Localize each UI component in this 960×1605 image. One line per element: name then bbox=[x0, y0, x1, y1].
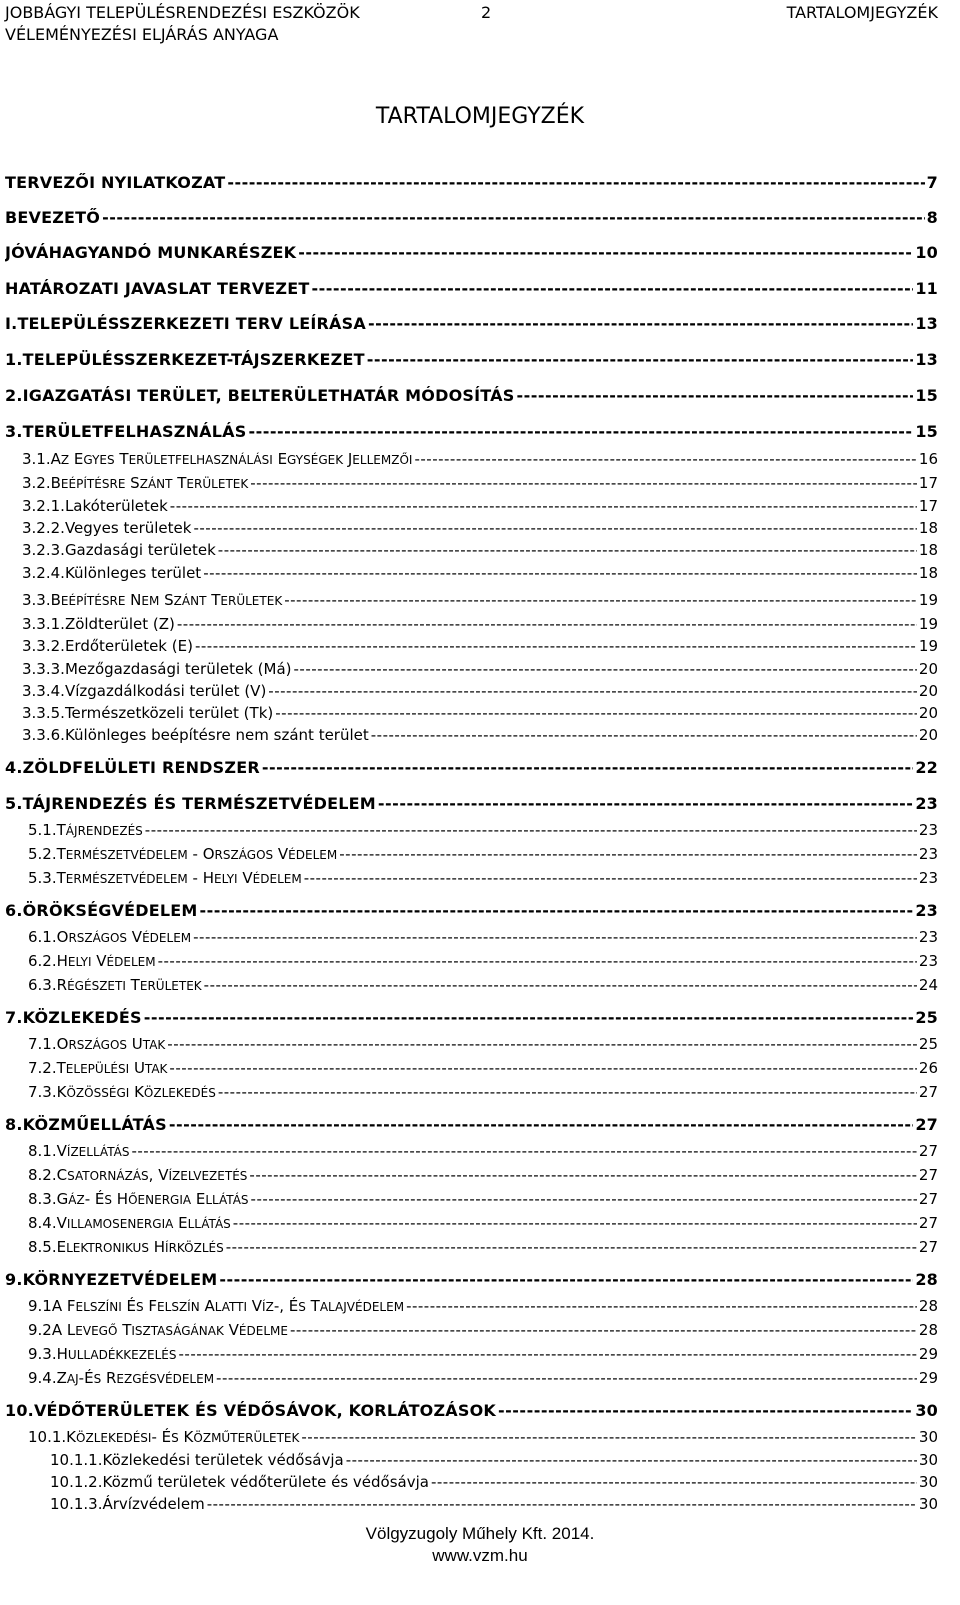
toc-entry[interactable] bbox=[22, 450, 938, 468]
toc-dash-leader bbox=[368, 314, 913, 333]
toc-entry-page: 8 bbox=[926, 208, 938, 227]
toc-dash-leader bbox=[207, 1495, 917, 1513]
toc-entry-page: 17 bbox=[918, 474, 938, 492]
toc-entry-label: BEVEZETŐ bbox=[5, 208, 101, 227]
toc-entry-number: 10.1.1. bbox=[50, 1451, 103, 1469]
toc-entry-number: 8.3. bbox=[28, 1190, 57, 1208]
toc-dash-leader bbox=[346, 1451, 917, 1469]
toc-entry[interactable] bbox=[28, 1238, 938, 1256]
toc-entry-page: 17 bbox=[918, 497, 938, 515]
toc-entry-number: 3.3.3. bbox=[22, 660, 65, 678]
toc-dash-leader bbox=[145, 821, 917, 839]
toc-entry[interactable] bbox=[5, 758, 938, 777]
page-header bbox=[5, 2, 938, 46]
toc-entry-page: 13 bbox=[915, 350, 938, 369]
toc-dash-leader bbox=[144, 1008, 914, 1027]
toc-dash-leader bbox=[311, 279, 913, 298]
toc-entry-page: 26 bbox=[918, 1059, 938, 1077]
toc-entry-number: 7. bbox=[5, 1008, 23, 1027]
toc-entry[interactable] bbox=[22, 660, 938, 678]
toc-dash-leader bbox=[268, 682, 917, 700]
toc-entry[interactable] bbox=[5, 208, 938, 227]
toc-entry-label: RÉGÉSZETI TERÜLETEK bbox=[56, 976, 202, 994]
toc-entry-label: TELEPÜLÉSSZERKEZET-TÁJSZERKEZET bbox=[22, 350, 365, 369]
toc-entry[interactable] bbox=[28, 869, 938, 887]
toc-entry[interactable] bbox=[5, 901, 938, 920]
toc-dash-leader bbox=[218, 1083, 917, 1101]
toc-entry-page: 15 bbox=[915, 386, 938, 405]
toc-entry-page: 20 bbox=[918, 704, 938, 722]
toc-dash-leader bbox=[177, 615, 917, 633]
toc-entry-label: TERÜLETFELHASZNÁLÁS bbox=[22, 422, 247, 441]
toc-entry-number: 1. bbox=[5, 350, 23, 369]
toc-entry-page: 30 bbox=[918, 1473, 938, 1491]
toc-dash-leader bbox=[414, 450, 916, 468]
toc-entry-page: 16 bbox=[918, 450, 938, 468]
toc-entry-number: 6.2. bbox=[28, 952, 57, 970]
toc-entry[interactable] bbox=[5, 350, 938, 369]
toc-entry-label: Lakóterületek bbox=[64, 497, 168, 515]
toc-entry-label: Közlekedési területek védősávja bbox=[102, 1451, 344, 1469]
toc-entry-label: KÖRNYEZETVÉDELEM bbox=[22, 1270, 218, 1289]
toc-entry-label: KÖZMŰELLÁTÁS bbox=[22, 1115, 167, 1134]
toc-dash-leader bbox=[406, 1297, 917, 1315]
footer-website: www.vzm.hu bbox=[432, 1546, 528, 1565]
toc-entry[interactable] bbox=[22, 637, 938, 655]
toc-dash-leader bbox=[170, 497, 917, 515]
toc-dash-leader bbox=[167, 1035, 917, 1053]
toc-entry-label: ORSZÁGOS VÉDELEM bbox=[56, 928, 192, 946]
toc-dash-leader bbox=[378, 794, 913, 813]
toc-dash-leader bbox=[339, 845, 917, 863]
toc-entry-page: 23 bbox=[918, 869, 938, 887]
toc-entry-page: 20 bbox=[918, 682, 938, 700]
toc-dash-leader bbox=[516, 386, 913, 405]
toc-entry-label: CSATORNÁZÁS, VÍZELVEZETÉS bbox=[56, 1166, 248, 1184]
toc-entry-page: 20 bbox=[918, 660, 938, 678]
toc-entry-label: Vízgazdálkodási terület (V) bbox=[64, 682, 267, 700]
toc-entry-label: KÖZLEKEDÉS bbox=[22, 1008, 142, 1027]
toc-entry-page: 18 bbox=[918, 564, 938, 582]
toc-entry-label: TÁJRENDEZÉS ÉS TERMÉSZETVÉDELEM bbox=[22, 794, 376, 813]
toc-entry-number: 3.3. bbox=[22, 591, 51, 609]
toc-entry-label: Különleges beépítésre nem szánt terület bbox=[64, 726, 369, 744]
toc-entry[interactable] bbox=[28, 845, 938, 863]
toc-entry-number: 5.1. bbox=[28, 821, 57, 839]
toc-entry[interactable] bbox=[5, 173, 938, 192]
toc-entry-label: ELEKTRONIKUS HÍRKÖZLÉS bbox=[56, 1238, 224, 1256]
toc-dash-leader bbox=[298, 243, 913, 262]
toc-entry-label: A FELSZÍNI ÉS FELSZÍN ALATTI VÍZ-, ÉS TALAJVÉDELEM bbox=[51, 1297, 405, 1315]
toc-entry[interactable] bbox=[22, 497, 938, 515]
toc-entry[interactable] bbox=[5, 1008, 938, 1027]
toc-dash-leader bbox=[371, 726, 917, 744]
toc-entry-number: 4. bbox=[5, 758, 23, 777]
toc-entry[interactable] bbox=[28, 1190, 938, 1208]
toc-entry-page: 23 bbox=[918, 952, 938, 970]
toc-entry-page: 23 bbox=[918, 845, 938, 863]
toc-entry-page: 18 bbox=[918, 541, 938, 559]
toc-entry-page: 7 bbox=[926, 173, 938, 192]
toc-dash-leader bbox=[226, 1238, 917, 1256]
toc-entry[interactable] bbox=[5, 243, 938, 262]
toc-entry-number: 7.2. bbox=[28, 1059, 57, 1077]
toc-entry-page: 18 bbox=[918, 519, 938, 537]
toc-entry[interactable] bbox=[5, 1401, 938, 1420]
toc-entry-page: 24 bbox=[918, 976, 938, 994]
toc-entry-label: TERVEZŐI NYILATKOZAT bbox=[5, 173, 226, 192]
toc-entry-page: 23 bbox=[915, 901, 938, 920]
toc-entry-number: 9. bbox=[5, 1270, 23, 1289]
toc-entry[interactable] bbox=[28, 952, 938, 970]
toc-entry-number: 8.4. bbox=[28, 1214, 57, 1232]
toc-entry-number: 6.3. bbox=[28, 976, 57, 994]
toc-entry[interactable] bbox=[22, 726, 938, 744]
toc-entry-number: 5.3. bbox=[28, 869, 57, 887]
header-subtitle: VÉLEMÉNYEZÉSI ELJÁRÁS ANYAGA bbox=[5, 25, 279, 44]
header-section-title: TARTALOMJEGYZÉK bbox=[786, 3, 938, 22]
toc-dash-leader bbox=[250, 474, 917, 492]
toc-entry-label: ORSZÁGOS UTAK bbox=[56, 1035, 166, 1053]
toc-entry-number: 3.2. bbox=[22, 474, 51, 492]
toc-entry-page: 28 bbox=[918, 1321, 938, 1339]
toc-entry-number: 6. bbox=[5, 901, 23, 920]
toc-entry-label: KÖZLEKEDÉSI- ÉS KÖZMŰTERÜLETEK bbox=[66, 1428, 300, 1446]
toc-entry-page: 30 bbox=[918, 1451, 938, 1469]
toc-entry-number: 3. bbox=[5, 422, 23, 441]
toc-entry-number: 3.3.6. bbox=[22, 726, 65, 744]
toc-entry-label: ZÖLDFELÜLETI RENDSZER bbox=[22, 758, 260, 777]
toc-entry-label: ÖRÖKSÉGVÉDELEM bbox=[22, 901, 198, 920]
toc-entry-page: 27 bbox=[918, 1238, 938, 1256]
toc-entry-number: 3.2.1. bbox=[22, 497, 65, 515]
toc-dash-leader bbox=[304, 869, 917, 887]
toc-entry[interactable] bbox=[22, 564, 938, 582]
page-title: TARTALOMJEGYZÉK bbox=[375, 104, 585, 129]
toc-entry-number: 8.1. bbox=[28, 1142, 57, 1160]
toc-entry[interactable] bbox=[22, 682, 938, 700]
toc-entry[interactable] bbox=[50, 1451, 938, 1469]
toc-entry[interactable] bbox=[28, 1035, 938, 1053]
toc-entry-label: TERMÉSZETVÉDELEM - ORSZÁGOS VÉDELEM bbox=[56, 845, 338, 863]
toc-entry[interactable] bbox=[28, 1428, 938, 1446]
toc-entry[interactable] bbox=[22, 704, 938, 722]
toc-dash-leader bbox=[102, 208, 925, 227]
toc-entry-label: Erdőterületek (E) bbox=[64, 637, 193, 655]
toc-dash-leader bbox=[158, 952, 917, 970]
toc-dash-leader bbox=[251, 1190, 917, 1208]
toc-entry-label: TELEPÜLÉSSZERKEZETI TERV LEÍRÁSA bbox=[17, 314, 366, 333]
toc-entry-page: 29 bbox=[918, 1345, 938, 1363]
toc-entry-label: Árvízvédelem bbox=[102, 1495, 205, 1513]
header-page-number: 2 bbox=[481, 3, 492, 22]
toc-dash-leader bbox=[227, 173, 924, 192]
toc-entry-label: VÉDŐTERÜLETEK ÉS VÉDŐSÁVOK, KORLÁTOZÁSOK bbox=[33, 1401, 496, 1420]
toc-entry-label: KÖZÖSSÉGI KÖZLEKEDÉS bbox=[56, 1083, 216, 1101]
toc-entry[interactable] bbox=[28, 1059, 938, 1077]
toc-dash-leader bbox=[262, 758, 913, 777]
toc-entry-label: AZ EGYES TERÜLETFELHASZNÁLÁSI EGYSÉGEK JELLEMZŐI bbox=[50, 450, 413, 468]
toc-entry-label: VILLAMOSENERGIA ELLÁTÁS bbox=[56, 1214, 231, 1232]
toc-entry-page: 25 bbox=[915, 1008, 938, 1027]
toc-entry-number: 10.1.3. bbox=[50, 1495, 103, 1513]
toc-dash-leader bbox=[204, 976, 917, 994]
toc-entry-page: 30 bbox=[918, 1428, 938, 1446]
toc-dash-leader bbox=[431, 1473, 917, 1491]
toc-entry-label: Különleges terület bbox=[64, 564, 202, 582]
toc-entry-page: 29 bbox=[918, 1369, 938, 1387]
toc-dash-leader bbox=[200, 901, 914, 920]
toc-entry[interactable] bbox=[22, 615, 938, 633]
toc-dash-leader bbox=[367, 350, 914, 369]
toc-entry-label: TERMÉSZETVÉDELEM - HELYI VÉDELEM bbox=[56, 869, 302, 887]
toc-entry-page: 10 bbox=[915, 243, 938, 262]
toc-entry-page: 19 bbox=[918, 637, 938, 655]
toc-entry-label: Mezőgazdasági területek (Má) bbox=[64, 660, 292, 678]
toc-entry-page: 28 bbox=[915, 1270, 938, 1289]
toc-entry-page: 27 bbox=[918, 1166, 938, 1184]
toc-entry-page: 27 bbox=[918, 1214, 938, 1232]
toc-dash-leader bbox=[294, 660, 917, 678]
toc-entry-label: Gazdasági területek bbox=[64, 541, 216, 559]
toc-dash-leader bbox=[248, 422, 913, 441]
header-document-title: JOBBÁGYI TELEPÜLÉSRENDEZÉSI ESZKÖZÖK bbox=[5, 3, 360, 22]
toc-entry-number: 9.3. bbox=[28, 1345, 57, 1363]
toc-entry[interactable] bbox=[28, 1083, 938, 1101]
toc-dash-leader bbox=[233, 1214, 917, 1232]
toc-entry-page: 19 bbox=[918, 591, 938, 609]
toc-entry-page: 19 bbox=[918, 615, 938, 633]
toc-entry-number: 10.1. bbox=[28, 1428, 67, 1446]
toc-entry-page: 27 bbox=[918, 1142, 938, 1160]
toc-entry-number: 3.2.2. bbox=[22, 519, 65, 537]
toc-entry-number: 3.3.5. bbox=[22, 704, 65, 722]
toc-dash-leader bbox=[290, 1321, 917, 1339]
toc-entry-number: 2. bbox=[5, 386, 23, 405]
toc-entry-number: I. bbox=[5, 314, 18, 333]
toc-entry-label: Zöldterület (Z) bbox=[64, 615, 175, 633]
toc-entry[interactable] bbox=[22, 591, 938, 609]
toc-entry-page: 27 bbox=[915, 1115, 938, 1134]
toc-entry[interactable] bbox=[5, 1270, 938, 1289]
toc-entry[interactable] bbox=[5, 794, 938, 813]
toc-entry-number: 3.3.1. bbox=[22, 615, 65, 633]
toc-entry-label: HULLADÉKKEZELÉS bbox=[56, 1345, 177, 1363]
toc-entry-label: HATÁROZATI JAVASLAT TERVEZET bbox=[5, 279, 310, 298]
toc-entry-number: 3.3.2. bbox=[22, 637, 65, 655]
toc-entry-page: 30 bbox=[918, 1495, 938, 1513]
toc-entry-number: 3.3.4. bbox=[22, 682, 65, 700]
toc-entry-number: 6.1. bbox=[28, 928, 57, 946]
toc-dash-leader bbox=[275, 704, 917, 722]
toc-entry-label: JÓVÁHAGYANDÓ MUNKARÉSZEK bbox=[5, 243, 297, 262]
toc-entry-page: 23 bbox=[918, 928, 938, 946]
toc-entry-page: 23 bbox=[918, 821, 938, 839]
toc-entry-number: 9.2 bbox=[28, 1321, 52, 1339]
toc-entry-number: 7.1. bbox=[28, 1035, 57, 1053]
toc-entry[interactable] bbox=[28, 1214, 938, 1232]
toc-dash-leader bbox=[131, 1142, 916, 1160]
toc-entry-label: IGAZGATÁSI TERÜLET, BELTERÜLETHATÁR MÓDOSÍTÁS bbox=[22, 386, 515, 405]
toc-entry[interactable] bbox=[28, 821, 938, 839]
toc-entry[interactable] bbox=[28, 1166, 938, 1184]
toc-entry-number: 3.2.3. bbox=[22, 541, 65, 559]
toc-entry-number: 5.2. bbox=[28, 845, 57, 863]
toc-entry-label: A LEVEGŐ TISZTASÁGÁNAK VÉDELME bbox=[51, 1321, 288, 1339]
toc-entry-number: 10. bbox=[5, 1401, 34, 1420]
toc-entry-label: TELEPÜLÉSI UTAK bbox=[56, 1059, 168, 1077]
toc-entry[interactable] bbox=[5, 386, 938, 405]
toc-entry-label: TÁJRENDEZÉS bbox=[56, 821, 143, 839]
toc-dash-leader bbox=[179, 1345, 917, 1363]
toc-entry[interactable] bbox=[5, 1115, 938, 1134]
toc-entry-number: 8.2. bbox=[28, 1166, 57, 1184]
toc-entry-page: 28 bbox=[918, 1297, 938, 1315]
toc-entry[interactable] bbox=[28, 1345, 938, 1363]
toc-dash-leader bbox=[203, 564, 917, 582]
toc-entry[interactable] bbox=[28, 928, 938, 946]
toc-entry-page: 11 bbox=[915, 279, 938, 298]
toc-dash-leader bbox=[218, 541, 917, 559]
toc-dash-leader bbox=[498, 1401, 913, 1420]
toc-entry-number: 7.3. bbox=[28, 1083, 57, 1101]
toc-entry-label: GÁZ- ÉS HŐENERGIA ELLÁTÁS bbox=[56, 1190, 249, 1208]
toc-entry-page: 27 bbox=[918, 1190, 938, 1208]
toc-entry-number: 8. bbox=[5, 1115, 23, 1134]
toc-entry-page: 13 bbox=[915, 314, 938, 333]
toc-entry-label: ZAJ-ÉS REZGÉSVÉDELEM bbox=[56, 1369, 215, 1387]
toc-entry-page: 30 bbox=[915, 1401, 938, 1420]
toc-entry-label: Vegyes területek bbox=[64, 519, 192, 537]
toc-entry-page: 27 bbox=[918, 1083, 938, 1101]
toc-entry[interactable] bbox=[28, 1321, 938, 1339]
toc-entry-number: 3.1. bbox=[22, 450, 51, 468]
toc-entry[interactable] bbox=[28, 1142, 938, 1160]
toc-entry[interactable] bbox=[28, 976, 938, 994]
toc-entry[interactable] bbox=[5, 422, 938, 441]
toc-entry[interactable] bbox=[22, 519, 938, 537]
toc-entry-page: 15 bbox=[915, 422, 938, 441]
toc-entry-number: 3.2.4. bbox=[22, 564, 65, 582]
toc-dash-leader bbox=[301, 1428, 917, 1446]
toc-dash-leader bbox=[249, 1166, 916, 1184]
toc-entry[interactable] bbox=[28, 1369, 938, 1387]
toc-entry-label: Közmű területek védőterülete és védősávja bbox=[102, 1473, 429, 1491]
toc-entry-page: 20 bbox=[918, 726, 938, 744]
toc-entry[interactable] bbox=[50, 1473, 938, 1491]
toc-entry-number: 5. bbox=[5, 794, 23, 813]
footer-company: Völgyzugoly Műhely Kft. 2014. bbox=[365, 1524, 595, 1543]
toc-entry[interactable] bbox=[28, 1297, 938, 1315]
toc-entry-label: VÍZELLÁTÁS bbox=[56, 1142, 130, 1160]
toc-entry[interactable] bbox=[50, 1495, 938, 1513]
toc-entry[interactable] bbox=[5, 279, 938, 298]
toc-entry-number: 10.1.2. bbox=[50, 1473, 103, 1491]
toc-dash-leader bbox=[219, 1270, 913, 1289]
toc-entry-label: HELYI VÉDELEM bbox=[56, 952, 156, 970]
toc-entry-page: 22 bbox=[915, 758, 938, 777]
toc-dash-leader bbox=[169, 1115, 913, 1134]
toc-entry[interactable] bbox=[5, 314, 938, 333]
toc-dash-leader bbox=[195, 637, 917, 655]
toc-dash-leader bbox=[193, 519, 916, 537]
toc-entry-number: 9.1 bbox=[28, 1297, 52, 1315]
toc-entry-page: 25 bbox=[918, 1035, 938, 1053]
toc-entry-label: BEÉPÍTÉSRE NEM SZÁNT TERÜLETEK bbox=[50, 591, 283, 609]
page-footer bbox=[0, 1523, 960, 1567]
toc-entry-number: 8.5. bbox=[28, 1238, 57, 1256]
toc-entry-page: 23 bbox=[915, 794, 938, 813]
toc-entry-label: Természetközeli terület (Tk) bbox=[64, 704, 274, 722]
toc-dash-leader bbox=[169, 1059, 916, 1077]
toc-entry-number: 9.4. bbox=[28, 1369, 57, 1387]
toc-entry-label: BEÉPÍTÉSRE SZÁNT TERÜLETEK bbox=[50, 474, 249, 492]
toc-dash-leader bbox=[284, 591, 917, 609]
toc-entry[interactable] bbox=[22, 474, 938, 492]
toc-dash-leader bbox=[193, 928, 917, 946]
toc-dash-leader bbox=[216, 1369, 917, 1387]
toc-entry[interactable] bbox=[22, 541, 938, 559]
